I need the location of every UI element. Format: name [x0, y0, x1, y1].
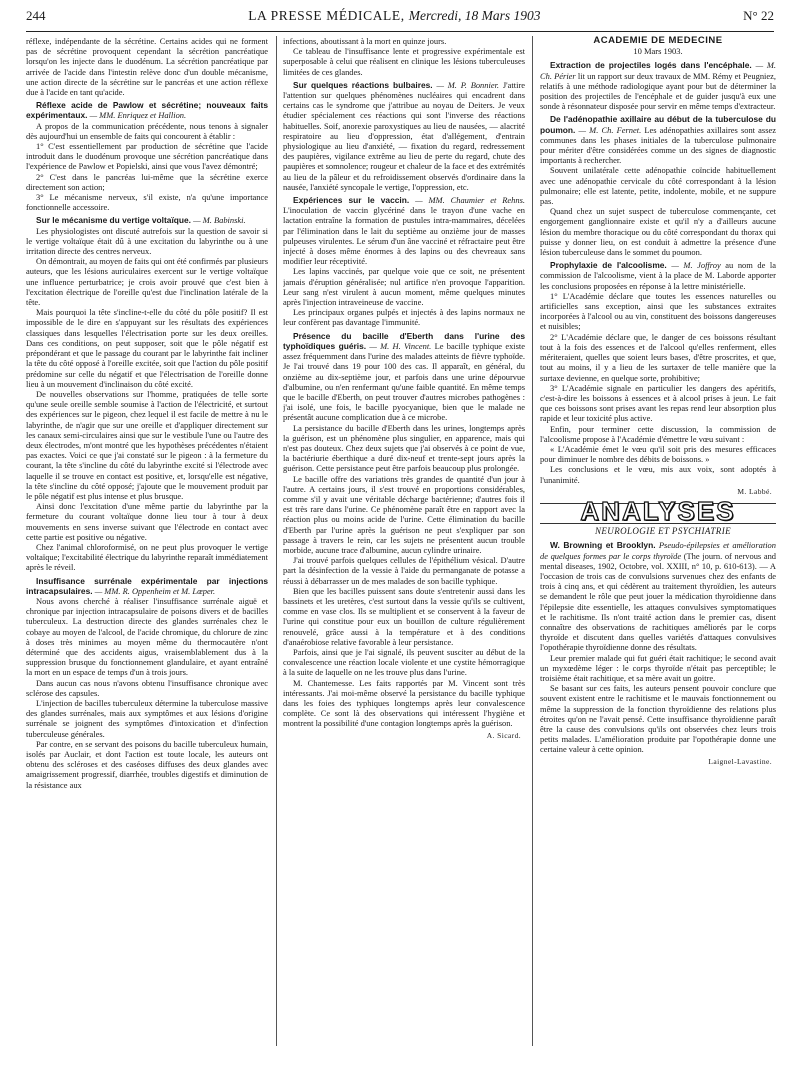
section-title: Insuffisance surrénale expérimentale par injections intracapsulaires. — [26, 575, 268, 596]
page-number: 244 — [26, 8, 46, 23]
paragraph: Bien que les bacilles puissent sans doute s'entretenir aussi dans les bassinets et les uretères, c'est surtout dans la vessie qu'ils se cultivent, comme en vase clos. Ils se multiplient et se conservent à la faveur de l'urine qui constitue pour eux un bouillon de culture régulièrement renouvelé, grâce aussi à la température et à des conditions d'anaérobiose relative favorable à leur persistance. — [283, 585, 525, 647]
section-authors: — M. Joffroy — [671, 260, 721, 271]
paragraph: au nom de la commission de l'alcoolisme, vient à la place de M. Laborde apporter les conclusions proposées en réponse à la lettre ministérielle. — [540, 260, 776, 291]
column-2 — [283, 36, 525, 1076]
analysis-reference: (The journ. of nervous and mental diseases, 1902, Octobre, vol. XXIII, n° 10, p. 610-613). — [540, 550, 776, 571]
issue-date: Mercredi, 18 Mars 1903 — [408, 8, 541, 23]
section-heading — [283, 195, 525, 266]
paragraph: La persistance du bacille d'Eberth dans les urines, longtemps après la guérison, est un phénomène plus singulier, en apparence, mais qui n'est pas douteux. Chez deux sujets que j'ai observés à ce point de vue, la bactériurie éberthique a duré dix-neuf et trente-sept jours après la guérison. Cette persistance peut être parfois beaucoup plus prolongée. — [283, 422, 525, 474]
section-heading — [540, 114, 776, 165]
section-authors: — M. P. Bonnier. — [436, 79, 500, 90]
paragraph: — A l'occasion de trois cas de convulsions survenues chez des enfants de trois à cinq ans, et qui cédèrent au traitement thyroïdien, les auteurs se demandent le rôle que peut jouer la médication thyroïdienne dans l'épilepsie dite essentielle, les attaques convulsives symptomatiques et le rachitisme. Ils n'ont traité action dans le premier cas, disent connaître des observations de rachitiques améliorés par le corps thyroïde et discutent dans quelles variétés d'attaques convulsives l'opothérapie thyroïdienne donne des résultats. — [540, 560, 776, 653]
paragraph: infections, aboutissant à la mort en quinze jours. — [283, 36, 447, 46]
paragraph: Le bacille offre des variations très grandes de quantité d'un jour à l'autre. A certains jours, il s'est trouvé en proportions considérables, comme s'il y avait une véritable décharge bactérienne; d'autres fois il est très rare dans l'urine. Ce phénomène paraît être en rapport avec la réaction plus ou moins acide de l'urine. Cette élimination du bacille d'Eberth par l'urine après la guérison ne peut s'expliquer par son passage à travers le rein, car les sujets ne présentent aucun trouble morbide, aucune trace d'albumine, aucun cylindre urinaire. — [283, 473, 525, 555]
section-heading — [540, 260, 776, 291]
paragraph: Chez l'animal chloroformisé, on ne peut plus provoquer le vertige voltaïque; l'excitabilité électrique du labyrinthe reparaît immédiatement après le réveil. — [26, 541, 268, 573]
session-date: 10 Mars 1903. — [633, 46, 683, 57]
paragraph: Le bacille typhique existe assez fréquemment dans l'urine des malades atteints de fièvre typhoïde. Je l'ai trouvé dans 19 pour 100 des cas. Il apparaît, en général, du onzième au dix-septième jour, et parfois dans une urine dépourvue d'albumine, ou n'en renfermant qu'une faible quantité. En même temps que le bacille d'Eberth, on peut trouver d'autres microbes pathogènes : j'ai isolé, une fois, le bacille pyocyanique, bien que le malade ne présentât aucune complication due à ce microbe. — [283, 340, 525, 423]
paragraph: Les lapins vaccinés, par quelque voie que ce soit, ne présentent jamais d'éruption généralisée; nul artifice n'en provoque l'apparition. Leur sang n'est virulent à aucun moment, même quelques minutes après l'injection intraveineuse de vaccine. — [283, 266, 525, 308]
section-authors: — M. Ch. Périer — [540, 60, 776, 81]
analysis-title: Pseudo-épilepsies et amélioration de quelques formes par le corps thyroïde — [540, 540, 776, 561]
section-title: Présence du bacille d'Eberth dans l'urine des typhoïdiques guéris. — [283, 330, 525, 351]
paragraph: Quand chez un sujet suspect de tuberculose commençante, cet engorgement ganglionnaire existe et qu'il n'y a d'ailleurs aucune lésion du membre thoracique ou du côté correspondant du thorax qui puisse y donner lieu, on est conduit à admettre la présence d'une lésion tuberculeuse dans le sommet du poumon. — [540, 206, 776, 258]
column-rule — [276, 36, 277, 1046]
paragraph: Parfois, ainsi que je l'ai signalé, ils peuvent susciter au début de la convalescence une réaction locale violente et une cystite hémorragique à la suite de laquelle on ne les trouve plus dans l'urine. — [283, 646, 525, 678]
journal-title — [248, 8, 540, 24]
section-authors: — MM. Chaumier et Rehns. — [415, 195, 525, 206]
signature: M. Labbé. — [737, 486, 772, 496]
paragraph: 3° L'Académie signale en particulier les dangers des apéritifs, c'est-à-dire les boissons à essences et à alcool prises à jeun. Le fait que ces boissons sont prises avant les repas rend leur absorption plus rapide et leur toxicité plus active. — [540, 382, 776, 424]
paragraph: Ainsi donc l'excitation d'une même partie du labyrinthe par la fermeture du courant voltaïque donne lieu tour à tour à deux mouvements en sens inverse suivant que l'électrode en contact avec cette partie est positive ou négative. — [26, 501, 268, 542]
paragraph: Mais pourquoi la tête s'incline-t-elle du côté du pôle positif? Il est impossible de le dire en s'appuyant sur les résultats des expériences classiques dans lesquelles l'électrisation porte sur les deux oreilles. Dans ces conditions, on peut supposer, soit que le pôle négatif est prépondérant et que le passage du courant par le labyrinthe fait incliner la tête du côté opposé à l'oreille excitée, soit que l'action du pôle positif prédomine sur celle du négatif et que l'électrisation de l'oreille donne lieu à un mouvement d'inclinaison du côté excité. — [26, 307, 268, 389]
paragraph: 2° L'Académie déclare que, le danger de ces boissons résultant tout à la fois des essences et de l'alcool qu'elles renferment, elles mériteraient, quelles que soient leurs bases, d'être proscrites, et que, tout au moins, il y a lieu de les surtaxer de telle manière que la surtaxe devienne, en quelque sorte, prohibitive; — [540, 331, 776, 383]
paragraph: 1° C'est essentiellement par production de sécrétine que l'acide introduit dans le duodénum provoque une sécrétion pancréatique dans l'expérience de Pawlow et Popielski, ainsi que vous l'avez démontré; — [26, 141, 268, 172]
paragraph: M. Chantemesse. Les faits rapportés par M. Vincent sont très intéressants. J'ai moi-même observé la persistance du bacille typhique dans les foies des typhiques longtemps après leur convalescence complète. Ce sont là des observations qui intéressent l'hygiène et montrent la possibilité d'une contagion longtemps après la guérison. — [283, 677, 525, 729]
subsection-title: NEUROLOGIE ET PSYCHIATRIE — [595, 526, 731, 537]
paragraph: Ce tableau de l'insuffisance lente et progressive expérimentale est superposable à celui que réalisent en clinique les lésions tuberculeuses limitées de ces glandes. — [283, 46, 525, 77]
paragraph: « L'Académie émet le vœu qu'il soit pris des mesures efficaces pour diminuer le nombre des débits de boissons. » — [540, 443, 776, 465]
issue-number: N° 22 — [743, 8, 774, 23]
section-title: Prophylaxie de l'alcoolisme. — [550, 260, 667, 271]
page-header — [26, 8, 774, 32]
column-3 — [540, 36, 776, 1076]
analyses-banner — [540, 495, 776, 526]
section-title: Extraction de projectiles logés dans l'encéphale. — [550, 60, 752, 71]
paragraph: On démontrait, au moyen de faits qui ont été confirmés par plusieurs auteurs, que les lésions auriculaires exercent sur le vertige voltaïque une influence perturbatrice; je crois avoir prouvé que c'est bien à l'excitation électrique de l'oreille qu'est due l'inclination latérale de la tête. — [26, 256, 268, 308]
paragraph: Se basant sur ces faits, les auteurs pensent pouvoir conclure que souvent existent entre le rachitisme et le mauvais fonctionnement ou même la suppression de la fonction thyroïdienne des relations plus étroites qu'on ne l'avait pensé. Cette insuffisance thyroïdienne paraît être la cause des convulsions qu'ils ont observées chez leurs trois petits malades. L'amélioration produite par l'opothérapie donne une certaine valeur à cette opinion. — [540, 683, 776, 755]
section-authors: — M. Babinski. — [193, 215, 246, 226]
section-heading — [26, 100, 268, 120]
paragraph: Les principaux organes pulpés et injectés à des lapins normaux ne leur confèrent pas davantage l'immunité. — [283, 307, 525, 328]
analysis-heading — [540, 540, 776, 652]
paragraph: Les conclusions et le vœu, mis aux voix, sont adoptés à l'unanimité. — [540, 464, 776, 485]
paragraph: Dans aucun cas nous n'avons obtenu l'insuffisance chronique avec sclérose des capsules. — [26, 677, 268, 698]
column-rule — [532, 36, 533, 1046]
section-heading — [283, 331, 525, 423]
section-title-academie: ACADÉMIE DE MÉDECINE — [593, 36, 723, 46]
section-authors: — M. H. Vincent. — [369, 340, 432, 351]
section-authors: — MM. R. Oppenheim et M. Lœper. — [94, 585, 216, 596]
paragraph: Les adénopathies axillaires sont assez communes dans les phases initiales de la tuberculose pulmonaire pour mériter d'être considérées comme un des signes de diagnostic importants à rechercher. — [540, 124, 776, 166]
section-authors: — M. Ch. Fernet. — [578, 124, 642, 135]
paragraph: 1° L'Académie déclare que toutes les essences naturelles ou artificielles sans exception, ainsi que les substances extraites incorporées à l'alcool ou au vin, constituent des boissons dangereuses et nuisibles; — [540, 290, 776, 332]
column-1 — [26, 36, 268, 1076]
section-title: De l'adénopathie axillaire au début de la tuberculose du poumon. — [540, 114, 776, 135]
paragraph: L'inoculation de vaccin glycériné dans le trayon d'une vache en lactation entraîne la formation de pustules intra-mammaires, décelées par l'élimination dans le lait du septième au onzième jour de masses pulpeuses virulentes. Le sérum d'un âne vacciné et réfractaire peut être injecté à doses même énormes à des lapins ou des chevreaux sans modifier leur réceptivité. — [283, 205, 525, 267]
section-title: Réflexe acide de Pawlow et sécrétine; nouveaux faits expérimentaux. — [26, 100, 268, 121]
section-title: Sur quelques réactions bulbaires. — [293, 79, 433, 90]
section-title: Sur le mécanisme du vertige voltaïque. — [36, 215, 191, 226]
section-heading — [540, 60, 776, 111]
paragraph: J'ai trouvé parfois quelques cellules de l'épithélium vésical. D'autre part la désinfection de la vessie à l'aide du permanganate de potasse a réussi à débarrasser un de mes malades de son bacille typhique. — [283, 555, 525, 586]
paragraph: L'injection de bacilles tuberculeux détermine la tuberculose massive des glandes surrénales, mais aux symptômes et aux lésions d'origine surrénale se joignent des symptômes d'intoxication et d'infection tuberculeuse générales. — [26, 698, 268, 739]
paragraph: Les physiologistes ont discuté autrefois sur la question de savoir si le vertige voltaïque était dû à une excitation du labyrinthe ou à une irritation directe des centres nerveux. — [26, 225, 268, 257]
paragraph: Leur premier malade qui fut guéri était rachitique; le second avait un myxœdème léger : le corps thyroïde n'était pas perceptible; le troisième était rachitique, et sa mère avait un goitre. — [540, 652, 776, 683]
journal-name: LA PRESSE MÉDICALE, — [248, 8, 405, 23]
paragraph: 3° Le mécanisme nerveux, s'il existe, n'a qu'une importance fonctionnelle accessoire. — [26, 192, 268, 213]
paragraph: De nouvelles observations sur l'homme, pratiquées de telle sorte qu'une seule oreille semble soumise à l'action de l'électricité, et surtout des expériences sur le pigeon, chez lequel il est facile de mettre à nu le labyrinthe, de n'agir que sur une oreille et d'appliquer directement sur les canaux semi-circulaires ainsi que sur le vestibule l'une ou l'autre des deux électrodes, m'ont montré que les hypothèses précédentes n'étaient pas exactes. Voici ce que j'ai constaté sur le pigeon : à la fermeture du courant, la tête s'incline du côté du labyrinthe excité si l'électrode avec laquelle il se trouve en contact est positive, et, lorsqu'elle est négative, la tête s'incline du côté opposé; j'ajoute que le mouvement produit par le pôle négatif est plus intense et plus brusque. — [26, 388, 268, 501]
analyses-title: ANALYSES — [580, 495, 736, 526]
signature: Laignel-Lavastine. — [708, 756, 772, 766]
paragraph: Enfin, pour terminer cette discussion, la commission de l'alcoolisme propose à l'Académie d'émettre le vœu suivant : — [540, 423, 776, 444]
paragraph: A propos de la communication précédente, nous tenons à signaler dès aujourd'hui un ensemble de faits qui concourent à établir : — [26, 120, 268, 141]
section-title: Expériences sur le vaccin. — [293, 195, 410, 206]
signature: A. Sicard. — [486, 730, 521, 740]
section-authors: — MM. Enriquez et Hallion. — [89, 110, 187, 121]
section-heading — [283, 80, 525, 192]
paragraph: Souvent unilatérale cette adénopathie coïncide habituellement avec une adénopathie cervicale du côté correspondant à la lésion pulmonaire; elle est latente, petite, indolente, mobile, et ne suppure pas. — [540, 165, 776, 207]
paragraph: lit un rapport sur deux travaux de MM. Rémy et Peugniez, relatifs à une méthode radiologique ayant pour but de déterminer la position des projectiles de l'encéphale et de guider jusqu'à eux une sonde à résonnateur disposée pour servir en même temps d'extracteur. — [540, 70, 776, 112]
paragraph: Par contre, en se servant des poisons du bacille tuberculeux humain, isolés par Auclair, et dont l'action est toute locale, les auteurs ont obtenu des scléroses et des caséoses diffuses des deux glandes avec amaigrissement progressif, diarrhée, troubles digestifs et diminution de la résistance aux — [26, 738, 268, 790]
paragraph: J'attire l'attention sur quelques phénomènes nucléaires qui encadrent dans certains cas le syndrome que j'attribue au noyau de Deiters. Je veux étudier spécialement ces réactions qui sont l'inverse des réactions habituelles. Soif, anorexie paroxystiques au lieu de nausées, — alacrité respiratoire au lieu d'oppression, état d'allégement, d'entrain physiologique au lieu d'anxiété, — fixation du regard, redressement des paupières, vigilance extrême au lieu de perte du regard, chute des paupières et somnolence; rougeur et chaleur de la face et des extrémités au lieu de la pâleur et du refroidissement observés d'ordinaire dans la nausée, l'anxiété syncopale le vertige, l'oppression, etc. — [283, 79, 525, 192]
analysis-authors: W. Browning et Brooklyn. — [550, 540, 656, 551]
section-heading — [26, 215, 268, 225]
paragraph: Nous avons cherché à réaliser l'insuffisance surrénale aiguë et chronique par injection intracapsulaire de poisons divers et de bacilles tuberculeux. La destruction directe des glandes surrénales chez le cobaye au moyen de l'alcool, de l'acide chromique, du chlorure de zinc à doses très minimes au moyen même du thermocautère n'ont déterminé que des accidents aigus, vraisemblablement dus à la suppression brusque du fonctionnement glandulaire, et ayant entraîné la mort en un espace de temps d'un à trois jours. — [26, 595, 268, 678]
paragraph: réflexe, indépendante de la sécrétine. Certains acides qui ne forment pas de sécrétine provoquent cependant la sécrétion pancréatique lorsqu'on les injecte dans le duodénum. La sécrétion pancréatique par arrivée de l'acide dans l'intestin relève donc d'un double mécanisme, une action directe de la sécrétine sur le pancréas et une action réflexe due à l'acide en tant qu'acide. — [26, 36, 268, 98]
section-heading — [26, 576, 268, 596]
paragraph: 2° C'est dans le pancréas lui-même que la sécrétine exerce directement son action; — [26, 171, 268, 192]
